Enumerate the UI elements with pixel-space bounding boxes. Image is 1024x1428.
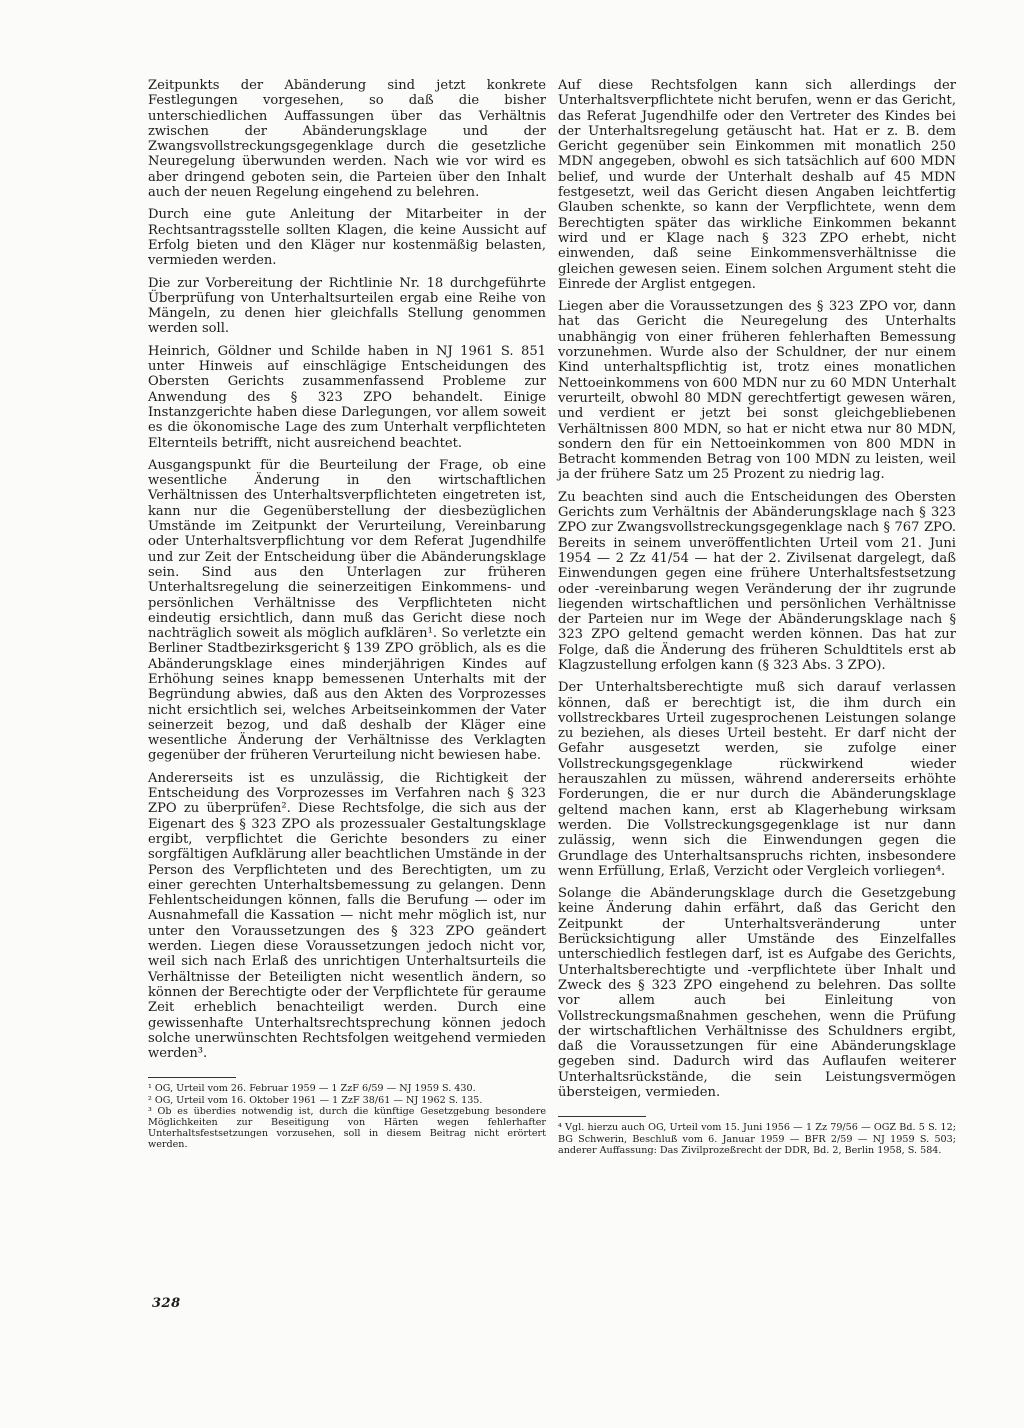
footnotes (558, 1116, 956, 1156)
paragraph: Auf diese Rechtsfolgen kann sich allerdings der Unterhaltsverpflichtete nicht berufen, wenn er das Gericht, das Referat Jugendhilfe oder den Vertreter des Kindes bei der Unterhaltsregelung getäuscht hat. Hat er z. B. dem Gericht gegenüber sein Einkommen mit monatlich 250 MDN angegeben, obwohl es sich tatsächlich auf 600 MDN belief, und wurde der Unterhalt deshalb auf 45 MDN festgesetzt, weil das Gericht diesen Angaben leichtfertig Glauben schenkte, so kann der Verpflichtete, wenn dem Berechtigten später das wirkliche Einkommen bekannt wird und er Klage nach § 323 ZPO erhebt, nicht einwenden, daß seine Einkommensverhältnisse die gleichen gewesen seien. Einem solchen Argument steht die Einrede der Arglist entgegen. (558, 78, 956, 292)
footnote: ² OG, Urteil vom 16. Oktober 1961 — 1 ZzF 38/61 — NJ 1962 S. 135. (148, 1094, 483, 1106)
paragraph: Solange die Abänderungsklage durch die Gesetzgebung keine Änderung dahin erfährt, daß das Gericht den Zeitpunkt der Unterhaltsveränderung unter Berücksichtigung aller Umstände des Einzelfalles unterschiedlich festlegen darf, ist es Aufgabe des Gerichts, Unterhaltsberechtigte und -verpflichtete über Inhalt und Zweck des § 323 ZPO eingehend zu belehren. Das sollte vor allem auch bei Einleitung von Vollstreckungsmaßnahmen geschehen, wenn die Prüfung der wirtschaftlichen Verhältnisse des Schuldners ergibt, daß die Voraussetzungen für eine Abänderungsklage gegeben sind. Dadurch wird das Auflaufen weiterer Unterhaltsrückstände, die sein Leistungsvermögen übersteigen, vermieden. (558, 886, 956, 1100)
paragraph: Der Unterhaltsberechtigte muß sich darauf verlassen können, daß er berechtigt ist, die ihm durch ein vollstreckbares Urteil zugesprochenen Leistungen solange zu beziehen, als dieses Urteil besteht. Er darf nicht der Gefahr ausgesetzt werden, sie zufolge einer Vollstreckungsgegenklage rückwirkend wieder herauszahlen zu müssen, während andererseits erhöhte Forderungen, die er nur durch die Abänderungsklage geltend machen kann, erst ab Klagerhebung wirksam werden. Die Vollstreckungsgegenklage ist nur dann zulässig, wenn sich die Einwendungen gegen die Grundlage des Unterhaltsanspruchs richten, insbesondere wenn Erfüllung, Erlaß, Verzicht oder Vergleich vorliegen⁴. (558, 680, 956, 879)
paragraph: Ausgangspunkt für die Beurteilung der Frage, ob eine wesentliche Änderung in den wirtschaftlichen Verhältnissen des Unterhaltsverpflichteten eingetreten ist, kann nur die Gegenüberstellung der diesbezüglichen Umstände im Zeitpunkt der Verurteilung, Vereinbarung oder Unterhaltsverpflichtung vor dem Referat Jugendhilfe und zur Zeit der Entscheidung über die Abänderungsklage sein. Sind aus den Unterlagen zur früheren Unterhaltsregelung die seinerzeitigen Einkommens- und persönlichen Verhältnisse des Verpflichteten nicht eindeutig ersichtlich, dann muß das Gericht diese noch nachträglich soweit als möglich aufklären¹. So verletzte ein Berliner Stadtbezirksgericht § 139 ZPO gröblich, als es die Abänderungsklage eines minderjährigen Kindes auf Erhöhung seines knapp bemessenen Unterhalts mit der Begründung abwies, daß aus den Akten des Vorprozesses nicht ersichtlich sei, welches Arbeitseinkommen der Vater seinerzeit bezog, und daß deshalb der Kläger eine wesentliche Änderung der Verhältnisse des Verklagten gegenüber der früheren Verurteilung nicht bewiesen habe. (148, 457, 546, 764)
footnote-divider (558, 1116, 646, 1117)
footnote: ⁴ Vgl. hierzu auch OG, Urteil vom 15. Juni 1956 — 1 Zz 79/56 — OGZ Bd. 5 S. 12; BG Schwerin, Beschluß vom 6. Januar 1959 — BFR 2/59 — NJ 1959 S. 503; anderer Auffassung: Das Zivilprozeßrecht der DDR, Bd. 2, Berlin 1958, S. 584. (558, 1122, 956, 1156)
footnote-divider (148, 1077, 236, 1078)
paragraph: Die zur Vorbereitung der Richtlinie Nr. 18 durchgeführte Überprüfung von Unterhaltsurteilen ergab eine Reihe von Mängeln, zu denen hier gleichfalls Stellung genommen werden soll. (148, 275, 546, 337)
footnote: ¹ OG, Urteil vom 26. Februar 1959 — 1 ZzF 6/59 — NJ 1959 S. 430. (148, 1083, 476, 1095)
right-column (558, 78, 956, 1156)
paragraph: Heinrich, Göldner und Schilde haben in NJ 1961 S. 851 unter Hinweis auf einschlägige Entscheidungen des Obersten Gerichts zusammenfassend Probleme zur Anwendung des § 323 ZPO behandelt. Einige Instanzgerichte haben diese Darlegungen, vor allem soweit es die ökonomische Lage des zum Unterhalt verpflichteten Elternteils betrifft, nicht ausreichend beachtet. (148, 343, 546, 451)
paragraph: Durch eine gute Anleitung der Mitarbeiter in der Rechtsantragsstelle sollten Klagen, die keine Aussicht auf Erfolg bieten und den Kläger nur kostenmäßig belasten, vermieden werden. (148, 207, 546, 269)
page-number: 328 (152, 1296, 181, 1311)
paragraph: Liegen aber die Voraussetzungen des § 323 ZPO vor, dann hat das Gericht die Neuregelung des Unterhalts unabhängig von einer früheren fehlerhaften Bemessung vorzunehmen. Wurde also der Schuldner, der nur einem Kind unterhaltspflichtig ist, trotz eines monatlichen Nettoeinkommens von 600 MDN nur zu 60 MDN Unterhalt verurteilt, obwohl 80 MDN gerechtfertigt gewesen wären, und verdient er jetzt bei sonst gleichgebliebenen Verhältnissen 800 MDN, so hat er nicht etwa nur 80 MDN, sondern den für ein Nettoeinkommen von 800 MDN in Betracht kommenden Betrag von 100 MDN zu leisten, weil ja der frühere Satz um 25 Prozent zu niedrig lag. (558, 299, 956, 483)
footnotes (148, 1077, 546, 1150)
footnote: ³ Ob es überdies notwendig ist, durch die künftige Gesetzgebung besondere Möglichkeiten zur Beseitigung von Härten wegen fehlerhafter Unterhaltsfestsetzungen vorzusehen, soll in diesem Beitrag nicht erörtert werden. (148, 1105, 546, 1151)
paragraph: Andererseits ist es unzulässig, die Richtigkeit der Entscheidung des Vorprozesses im Verfahren nach § 323 ZPO zu überprüfen². Diese Rechtsfolge, die sich aus der Eigenart des § 323 ZPO als prozessualer Gestaltungsklage ergibt, verpflichtet die Gerichte besonders zu einer sorgfältigen Aufklärung aller beachtlichen Umstände in der Person des Verpflichteten und des Berechtigten, um zu einer gerechten Unterhaltsbemessung zu gelangen. Denn Fehlentscheidungen können, falls die Berufung — oder im Ausnahmefall die Kassation — nicht mehr möglich ist, nur unter den Voraussetzungen des § 323 ZPO geändert werden. Liegen diese Voraussetzungen jedoch nicht vor, weil sich nach Erlaß des unrichtigen Unterhaltsurteils die Verhältnisse der Beteiligten nicht wesentlich ändern, so können der Berechtigte oder der Verpflichtete für geraume Zeit erheblich benachteiligt werden. Durch eine gewissenhafte Unterhaltsrechtsprechung können jedoch solche unerwünschten Rechtsfolgen weitgehend vermieden werden³. (148, 770, 546, 1062)
paragraph: Zu beachten sind auch die Entscheidungen des Obersten Gerichts zum Verhältnis der Abänderungsklage nach § 323 ZPO zur Zwangsvollstreckungsgegenklage nach § 767 ZPO. Bereits in seinem unveröffentlichten Urteil vom 21. Juni 1954 — 2 Zz 41/54 — hat der 2. Zivilsenat dargelegt, daß Einwendungen gegen eine frühere Unterhaltsfestsetzung oder -vereinbarung wegen Veränderung der ihr zugrunde liegenden wirtschaftlichen und persönlichen Verhältnisse der Parteien nur im Wege der Abänderungsklage nach § 323 ZPO geltend gemacht werden können. Das hat zur Folge, daß die Änderung des früheren Schuldtitels erst ab Klagzustellung erfolgen kann (§ 323 Abs. 3 ZPO). (558, 489, 956, 673)
left-column (148, 78, 546, 1151)
paragraph: Zeitpunkts der Abänderung sind jetzt konkrete Festlegungen vorgesehen, so daß die bisher unterschiedlichen Auffassungen über das Verhältnis zwischen der Abänderungsklage und der Zwangsvollstreckungsgegenklage durch die gesetzliche Neuregelung überwunden werden. Nach wie vor wird es aber dringend geboten sein, die Parteien über den Inhalt auch der neuen Regelung eingehend zu belehren. (148, 78, 546, 201)
